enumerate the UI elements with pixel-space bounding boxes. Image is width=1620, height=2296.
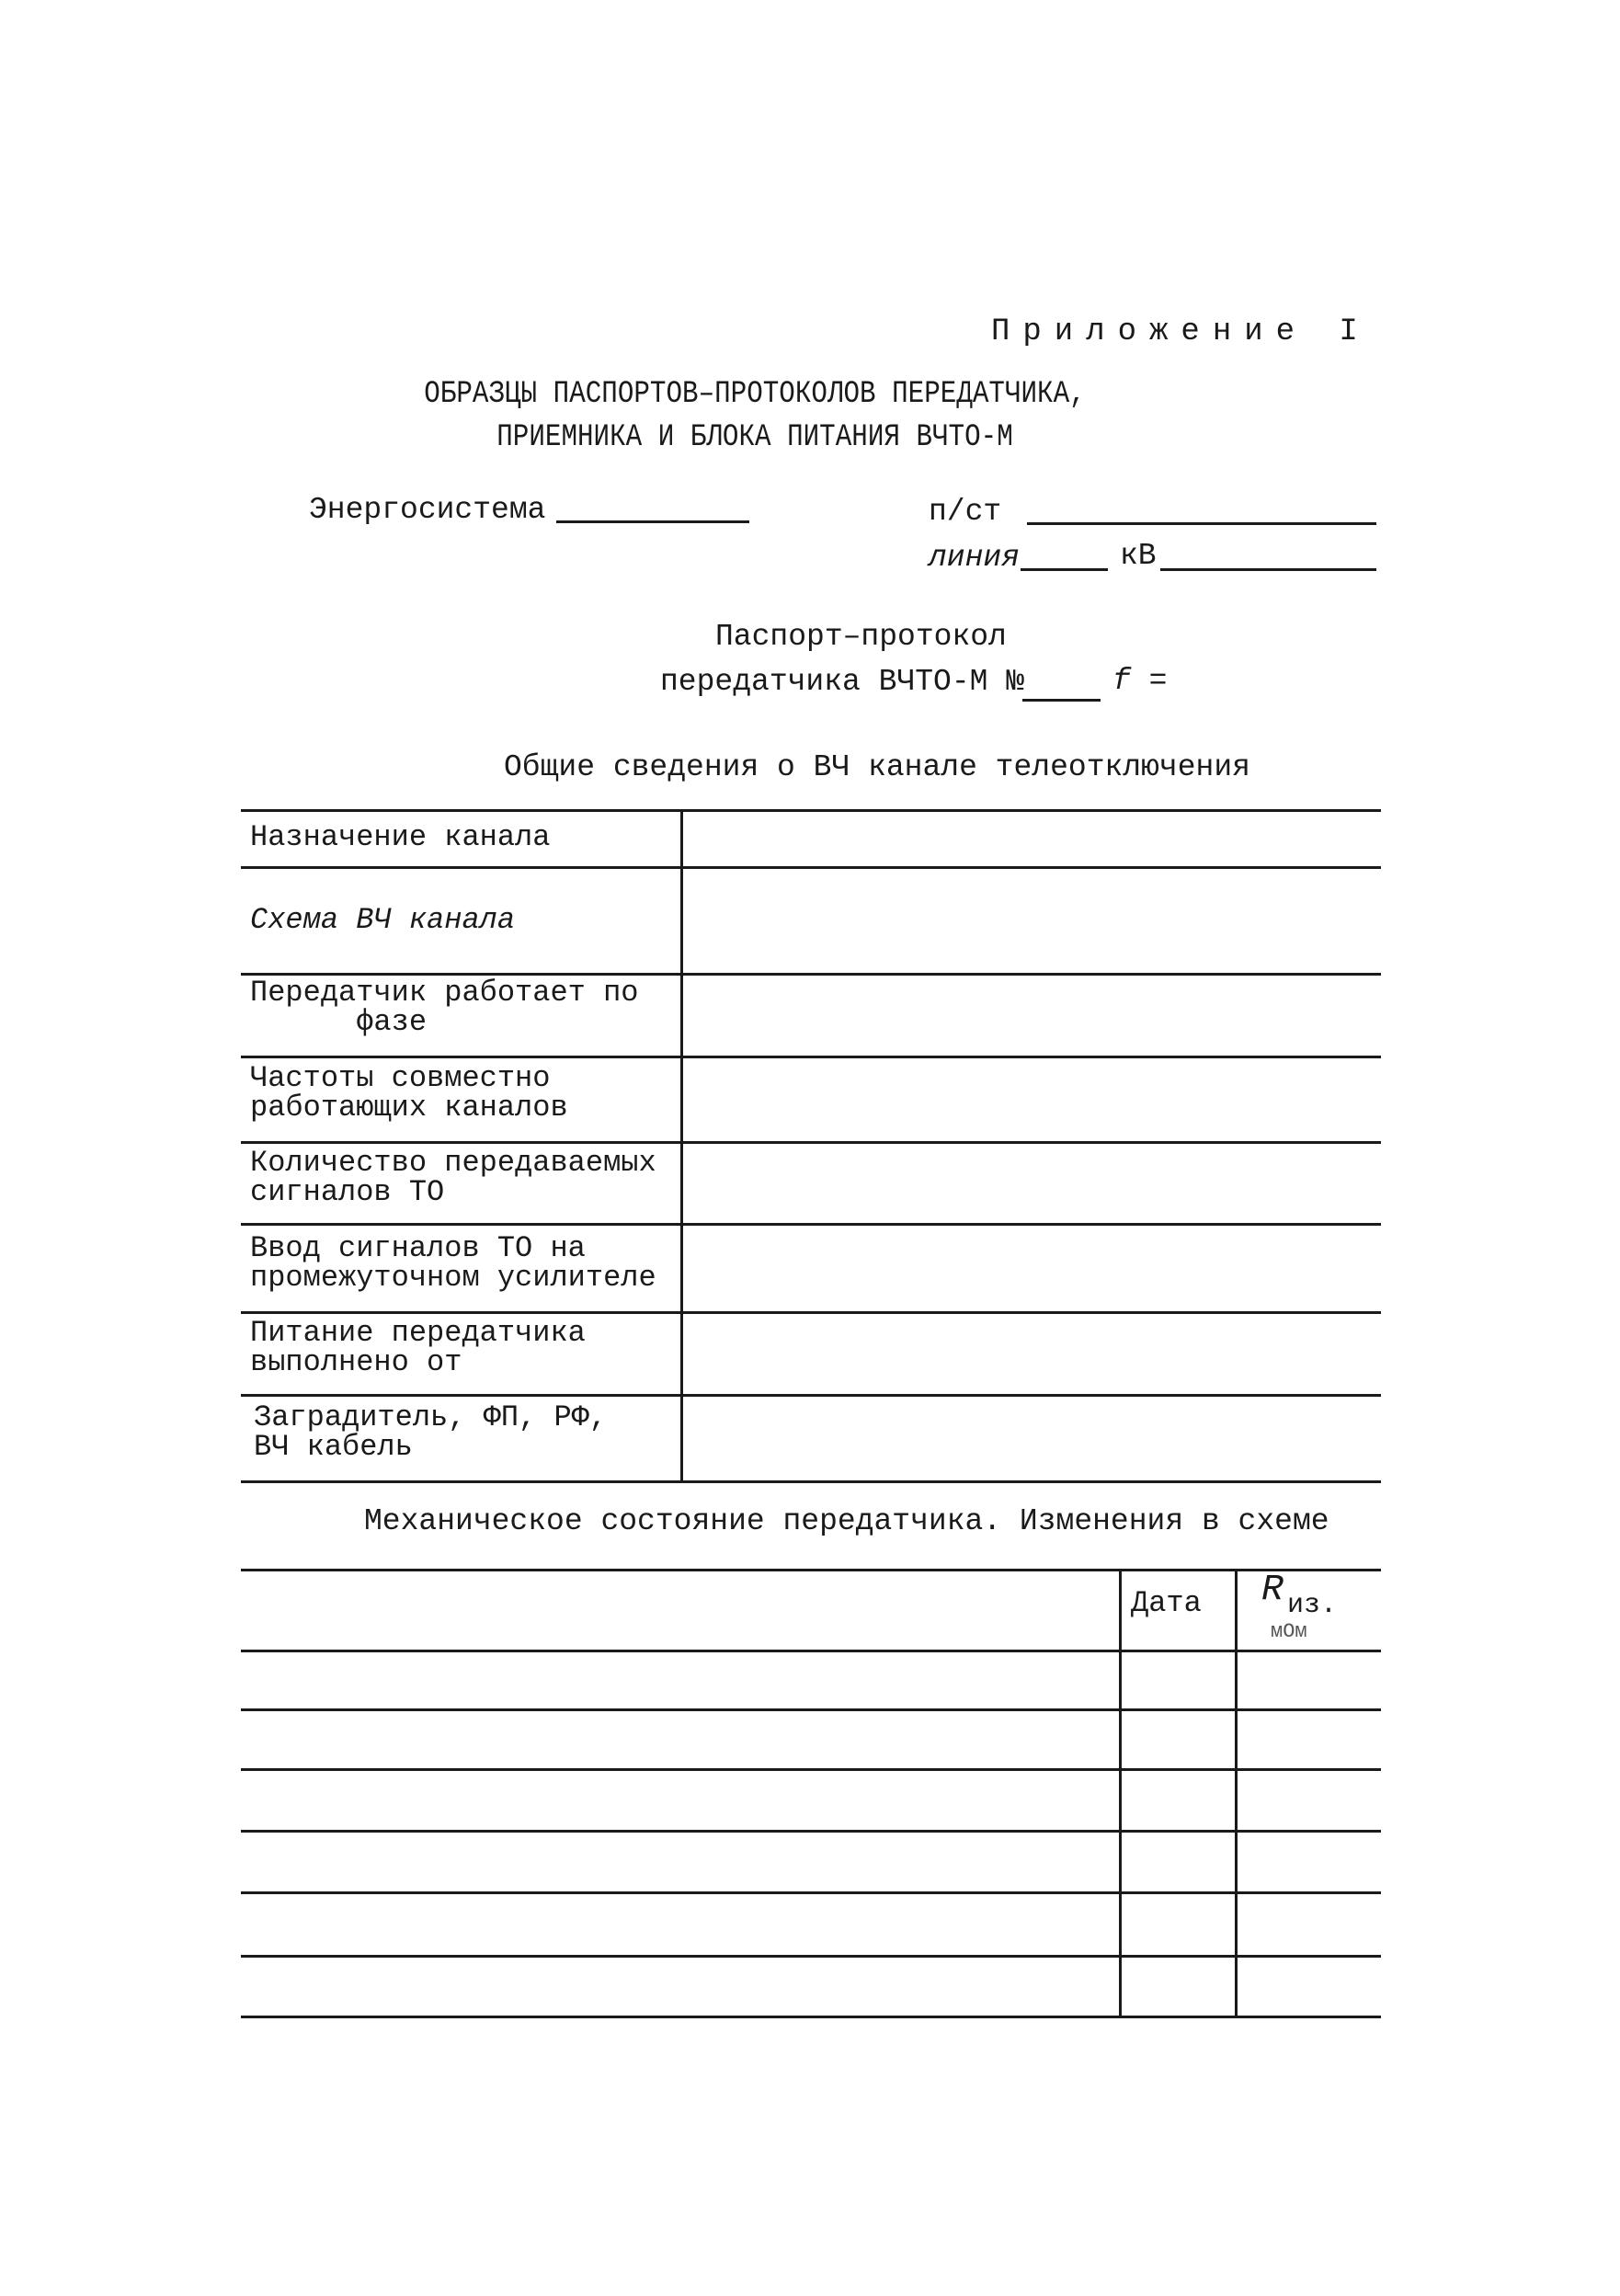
change-row-2[interactable] — [245, 1712, 1116, 1766]
line-label: линия — [929, 541, 1021, 575]
value-signal-count[interactable] — [686, 1145, 1377, 1221]
column-resistance-symbol: R — [1261, 1570, 1284, 1611]
row-label-channel-frequencies: Частоты совместно работающих каналов — [250, 1061, 568, 1125]
row-label-power-supply: Питание передатчика выполнено от — [250, 1316, 586, 1379]
energosystem-label: Энергосистема — [309, 493, 546, 527]
column-resistance-unit: мОм — [1271, 1620, 1307, 1643]
value-transmitter-phase[interactable] — [686, 977, 1377, 1054]
change-row-3[interactable] — [245, 1772, 1116, 1828]
column-date-header: Дата — [1131, 1586, 1202, 1620]
mechanical-state-heading: Механическое состояние передатчика. Изменения в схеме — [364, 1504, 1329, 1538]
passport-title: Паспорт–протокол — [715, 620, 1007, 654]
substation-label: п/ст — [929, 495, 1002, 529]
row-label-trap-filters-cable: Заградитель, ФП, РФ, ВЧ кабель — [254, 1400, 608, 1464]
energosystem-field[interactable] — [556, 520, 749, 523]
kv-label: кВ — [1120, 539, 1157, 573]
row-label-transmitter-phase: Передатчик работает по фазе — [250, 976, 639, 1039]
row-label-channel-purpose: Назначение канала — [250, 820, 551, 854]
line-field[interactable] — [1021, 568, 1108, 571]
passport-subtitle: передатчика ВЧТО-М № — [660, 665, 1025, 699]
kv-field[interactable] — [1160, 568, 1376, 571]
value-signal-input[interactable] — [686, 1227, 1377, 1309]
value-channel-frequencies[interactable] — [686, 1059, 1377, 1138]
column-resistance-subscript: из. — [1287, 1590, 1338, 1621]
appendix-label: Приложение I — [991, 314, 1371, 349]
change-row-1[interactable] — [245, 1653, 1116, 1707]
value-power-supply[interactable] — [686, 1315, 1377, 1392]
substation-field[interactable] — [1027, 522, 1376, 525]
document-title-line-1: ОБРАЗЦЫ ПАСПОРТОВ–ПРОТОКОЛОВ ПЕРЕДАТЧИКА, — [424, 377, 1086, 412]
change-row-6[interactable] — [245, 1959, 1116, 2014]
change-row-4[interactable] — [245, 1833, 1116, 1890]
value-trap-filters-cable[interactable] — [686, 1398, 1377, 1479]
passport-number-field[interactable] — [1022, 699, 1101, 702]
document-title-line-2: ПРИЕМНИКА И БЛОКА ПИТАНИЯ ВЧТО-М — [496, 420, 1013, 455]
row-label-signal-input: Ввод сигналов ТО на промежуточном усилителе — [250, 1231, 656, 1295]
row-label-channel-scheme: Схема ВЧ канала — [250, 903, 516, 937]
change-row-5[interactable] — [245, 1895, 1116, 1953]
frequency-symbol: f = — [1112, 664, 1168, 698]
general-info-heading: Общие сведения о ВЧ канале телеотключения — [504, 750, 1250, 784]
value-channel-scheme[interactable] — [686, 870, 1377, 971]
row-label-signal-count: Количество передаваемых сигналов ТО — [250, 1146, 656, 1209]
value-channel-purpose[interactable] — [686, 813, 1377, 864]
